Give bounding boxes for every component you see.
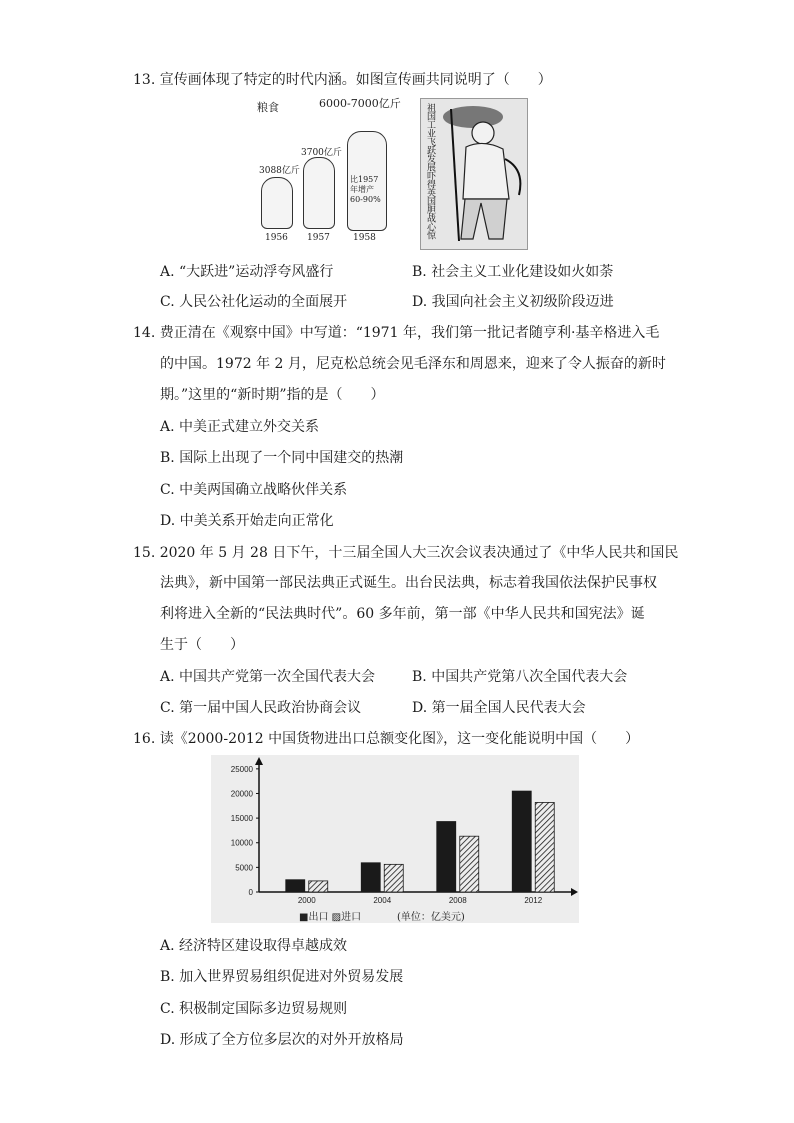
grain-bag-1957 [303, 157, 335, 229]
poster-text: 祖国工业飞跃发展吓得英国胆战心惊 [425, 103, 435, 239]
q14-stem-line3: 期。”这里的“新时期”指的是（ ） [160, 387, 385, 403]
import-bar [535, 802, 554, 892]
import-bar [309, 881, 328, 892]
x-tick-label: 2008 [448, 896, 467, 905]
industry-poster [420, 98, 528, 250]
q15-option-d[interactable]: D. 第一届全国人民代表大会 [412, 700, 586, 716]
figure-corner-text: 粮食 [257, 101, 279, 114]
export-bar [437, 822, 456, 892]
q14-stem-line1: 14. 费正清在《观察中国》中写道：“1971 年，我们第一批记者随亨利·基辛格进入毛 [133, 325, 660, 341]
q15-option-b[interactable]: B. 中国共产党第八次全国代表大会 [412, 669, 628, 685]
q15-stem-line2: 法典》，新中国第一部民法典正式诞生。出台民法典，标志着我国依法保护民事权 [160, 575, 657, 591]
q16-option-d[interactable]: D. 形成了全方位多层次的对外开放格局 [160, 1032, 404, 1048]
y-tick-label: 20000 [230, 789, 253, 799]
y-tick-label: 10000 [230, 838, 253, 848]
x-tick-label: 2000 [297, 896, 316, 905]
q14-option-b[interactable]: B. 国际上出现了一个同中国建交的热潮 [160, 450, 404, 466]
q14-option-a[interactable]: A. 中美正式建立外交关系 [160, 419, 320, 435]
year-1957: 1957 [307, 233, 330, 243]
year-1958: 1958 [353, 233, 376, 243]
bag2-label: 3700亿斤 [301, 148, 342, 158]
q16-option-b[interactable]: B. 加入世界贸易组织促进对外贸易发展 [160, 969, 404, 985]
q14-option-d[interactable]: D. 中美关系开始走向正常化 [160, 513, 334, 529]
year-1956: 1956 [265, 233, 288, 243]
y-tick-label: 5000 [235, 863, 253, 873]
trade-chart [211, 755, 579, 923]
q15-stem-line4: 生于（ ） [160, 637, 244, 653]
q13-option-a[interactable]: A. “大跃进”运动浮夸风盛行 [160, 264, 334, 280]
x-axis-arrow [571, 888, 578, 896]
q14-option-c[interactable]: C. 中美两国确立战略伙伴关系 [160, 482, 348, 498]
q15-option-a[interactable]: A. 中国共产党第一次全国代表大会 [160, 669, 376, 685]
q13-option-d[interactable]: D. 我国向社会主义初级阶段迈进 [412, 294, 614, 310]
q15-stem-line3: 利将进入全新的“民法典时代”。60 多年前，第一部《中华人民共和国宪法》诞 [160, 606, 645, 622]
bag1-label: 3088亿斤 [259, 166, 300, 176]
y-tick-label: 25000 [230, 764, 253, 774]
export-bar [286, 880, 305, 892]
q15-option-c[interactable]: C. 第一届中国人民政治协商会议 [160, 700, 362, 716]
trade-chart-svg [211, 755, 579, 923]
export-bar [361, 863, 380, 892]
q16-option-c[interactable]: C. 积极制定国际多边贸易规则 [160, 1001, 348, 1017]
y-tick-label: 15000 [230, 814, 253, 824]
export-bar [512, 791, 531, 892]
chart-unit: (单位：亿美元) [397, 912, 465, 923]
y-tick-label: 0 [248, 888, 253, 897]
q14-stem-line2: 的中国。1972 年 2 月，尼克松总统会见毛泽东和周恩来，迎来了令人振奋的新时 [160, 356, 666, 372]
y-axis-arrow [255, 757, 263, 765]
x-tick-label: 2012 [524, 896, 543, 905]
q15-stem-line1: 15. 2020 年 5 月 28 日下午，十三届全国人大三次会议表决通过了《中华人民共和国民 [133, 545, 679, 561]
import-bar [384, 864, 403, 892]
grain-bag-1956 [261, 177, 293, 229]
worker-illustration [421, 99, 527, 249]
q16-option-a[interactable]: A. 经济特区建设取得卓越成效 [160, 938, 348, 954]
import-bar [460, 836, 479, 892]
q16-stem: 16. 读《2000-2012 中国货物进出口总额变化图》，这一变化能说明中国（ ） [133, 731, 640, 747]
q13-stem: 13. 宣传画体现了特定的时代内涵。如图宣传画共同说明了（ ） [133, 72, 552, 88]
q13-option-b[interactable]: B. 社会主义工业化建设如火如荼 [412, 264, 614, 280]
q13-option-c[interactable]: C. 人民公社化运动的全面展开 [160, 294, 348, 310]
bag3-label: 比1957年增产60-90% [350, 175, 381, 204]
grain-bags-figure [255, 95, 401, 250]
chart-legend: ■出口 ▨进口 [299, 912, 362, 923]
x-tick-label: 2004 [373, 896, 392, 905]
figure-title-text: 6000-7000亿斤 [319, 97, 401, 110]
